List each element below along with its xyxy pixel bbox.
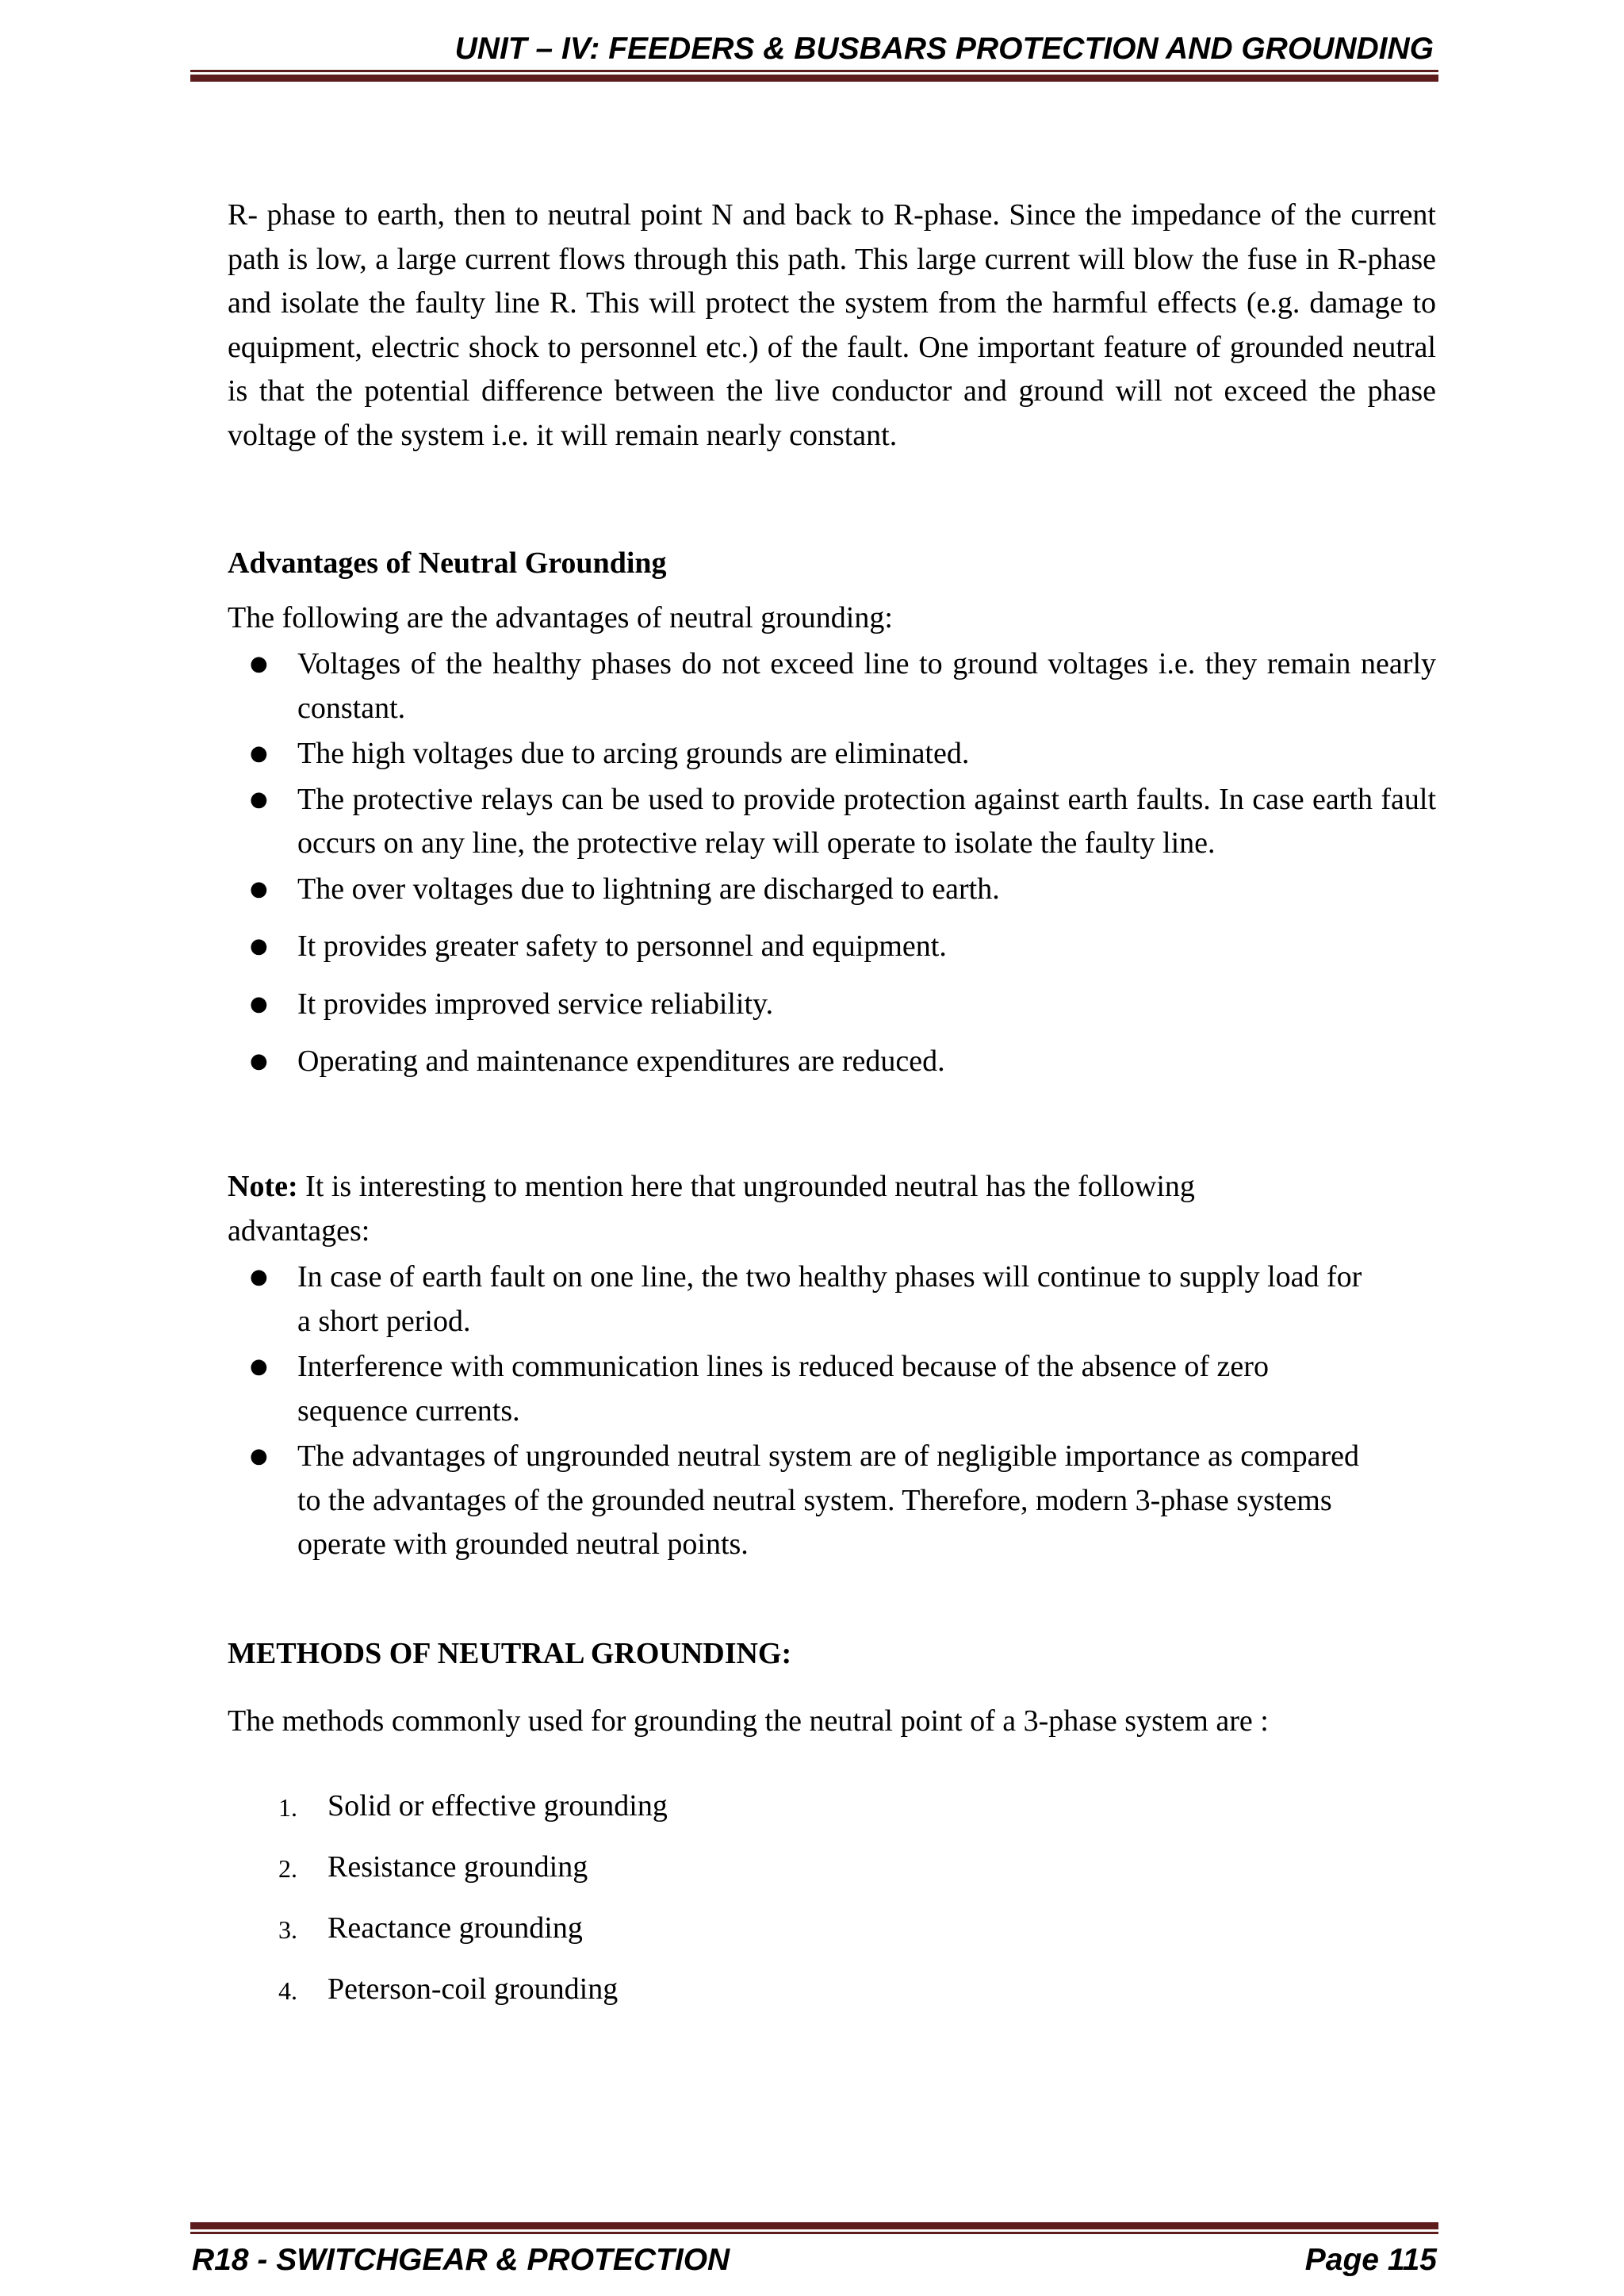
bullet-icon: ● [250, 652, 268, 676]
bullet-icon: ● [250, 1444, 268, 1468]
list-item: ● Operating and maintenance expenditures are reduced. [228, 1040, 1436, 1084]
bullet-icon: ● [250, 742, 268, 765]
list-item: 2. Resistance grounding [228, 1846, 1436, 1907]
list-item: 1. Solid or effective grounding [228, 1784, 1436, 1846]
advantages-heading: Advantages of Neutral Grounding [228, 546, 667, 580]
footer-rule-thin [190, 2232, 1438, 2234]
methods-list-container [228, 1784, 1436, 2029]
header-rule-thin [190, 70, 1438, 72]
bullet-icon: ● [250, 1049, 268, 1073]
bullet-icon: ● [250, 787, 268, 811]
page-header-title: UNIT – IV: FEEDERS & BUSBARS PROTECTION AND GROUNDING [454, 32, 1434, 66]
methods-heading: METHODS OF NEUTRAL GROUNDING: [228, 1637, 792, 1670]
bullet-icon: ● [250, 934, 268, 958]
note-label: Note: [228, 1170, 298, 1203]
list-number: 2. [278, 1854, 297, 1883]
methods-list [228, 1784, 1436, 2029]
advantages-lead: The following are the advantages of neutral grounding: [228, 601, 893, 634]
list-item: ● It provides greater safety to personnel and equipment. [228, 925, 1436, 969]
advantages-list-container [228, 642, 1436, 1084]
list-item: ● Interference with communication lines is reduced because of the absence of zero sequence currents. [228, 1345, 1369, 1433]
footer-page-number: Page 115 [1304, 2243, 1437, 2277]
list-number: 3. [278, 1915, 297, 1944]
list-item: 3. Reactance grounding [228, 1907, 1436, 1968]
intro-paragraph: R- phase to earth, then to neutral point N and back to R-phase. Since the impedance of the current path is low, a large current flows through this path. This large current will blow the fuse in R-phase and isolate the faulty line R. This will protect the system from the harmful effects (e.g. damage to equipment, electric shock to personnel etc.) of the fault. One important feature of grounded neutral is that the potential difference between the live conductor and ground will not exceed the phase voltage of the system i.e. it will remain nearly constant. [228, 198, 1436, 452]
list-number: 4. [278, 1976, 297, 2005]
methods-lead: The methods commonly used for grounding the neutral point of a 3-phase system are : [228, 1704, 1269, 1738]
bullet-icon: ● [250, 991, 268, 1016]
note-text: It is interesting to mention here that ungrounded neutral has the following advantages: [228, 1170, 1195, 1248]
list-item: ● Voltages of the healthy phases do not exceed line to ground voltages i.e. they remain nearly constant. [228, 642, 1436, 730]
note-list [228, 1255, 1369, 1567]
list-item: ● In case of earth fault on one line, the two healthy phases will continue to supply load for a short period. [228, 1255, 1369, 1343]
bullet-icon: ● [250, 876, 268, 901]
list-item: ● The advantages of ungrounded neutral system are of negligible importance as compared to the advantages of the grounded neutral system. Therefore, modern 3-phase systems operate with grounded neutral points. [228, 1435, 1369, 1567]
list-item: ● The over voltages due to lightning are discharged to earth. [228, 868, 1436, 912]
list-number: 1. [278, 1793, 297, 1822]
bullet-icon: ● [250, 1355, 268, 1378]
list-item: 4. Peterson-coil grounding [228, 1968, 1436, 2029]
footer-rule-thick [190, 2222, 1438, 2229]
footer-course-title: R18 - SWITCHGEAR & PROTECTION [192, 2243, 730, 2277]
header-rule-thick [190, 75, 1438, 82]
note-paragraph [228, 1165, 1306, 1253]
note-list-container [228, 1255, 1369, 1567]
list-item: ● The high voltages due to arcing grounds are eliminated. [228, 732, 1436, 776]
list-item: ● The protective relays can be used to provide protection against earth faults. In case earth fault occurs on any line, the protective relay will operate to isolate the faulty line. [228, 778, 1436, 866]
bullet-icon: ● [250, 1265, 268, 1289]
advantages-list [228, 642, 1436, 1084]
list-item: ● It provides improved service reliability. [228, 983, 1436, 1027]
